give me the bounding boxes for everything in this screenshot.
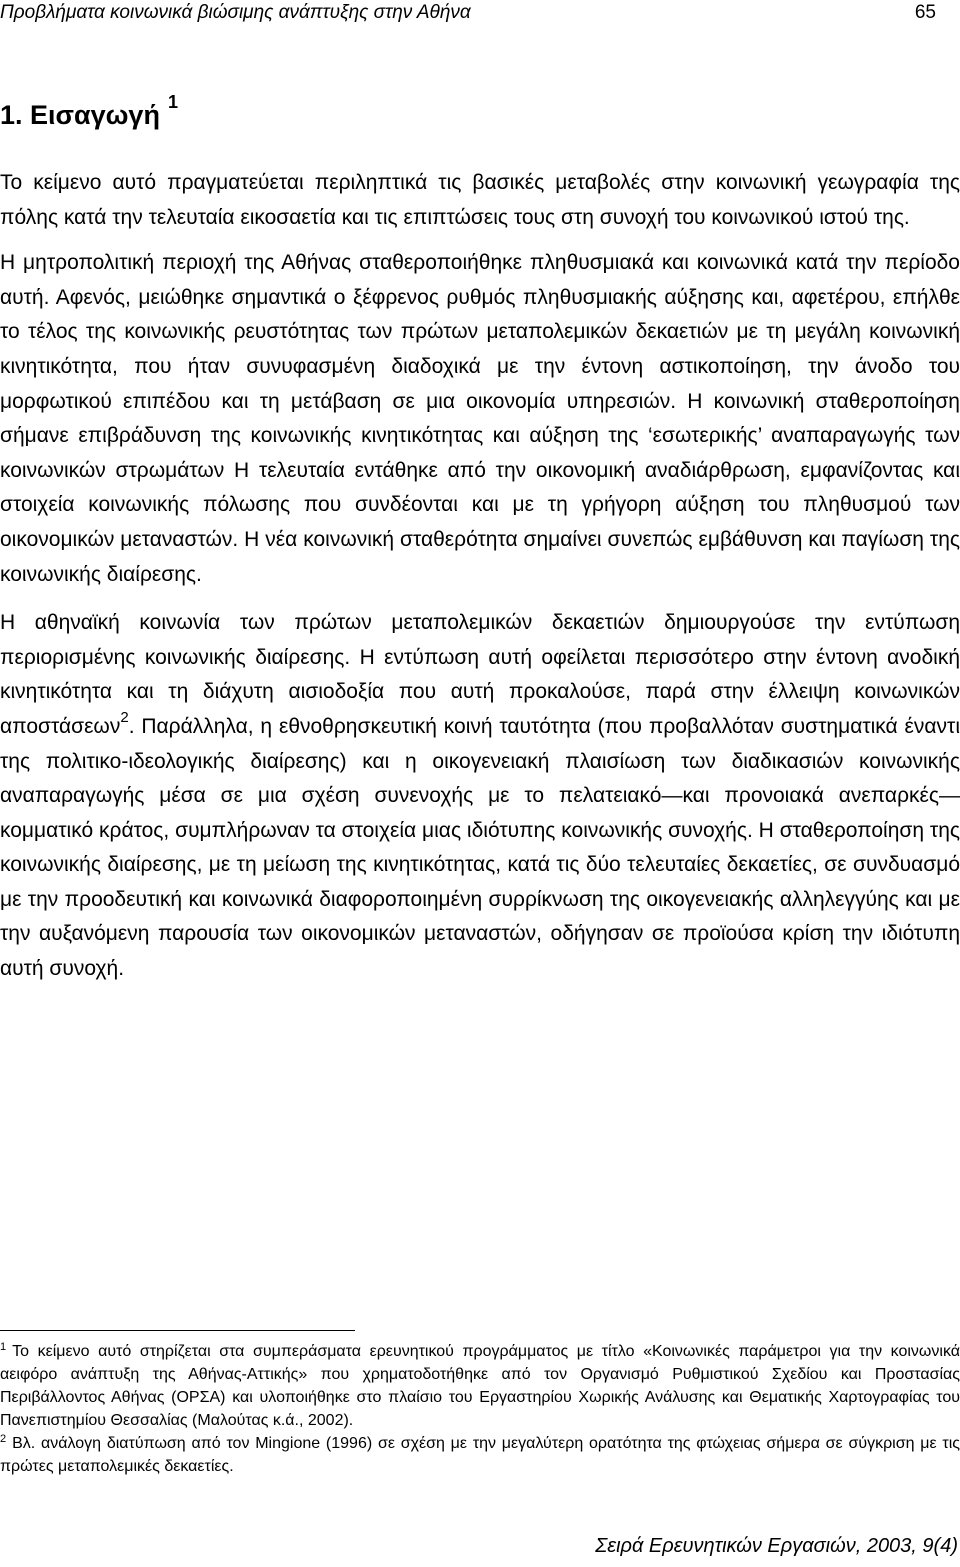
page-number: 65 xyxy=(914,2,936,23)
footnote-separator xyxy=(0,1330,355,1331)
running-header-title: Προβλήματα κοινωνικά βιώσιμης ανάπτυξης στην Αθήνα xyxy=(0,2,471,23)
body-text xyxy=(0,166,960,987)
paragraph-1: Το κείμενο αυτό πραγματεύεται περιληπτικά τις βασικές μεταβολές στην κοινωνική γεωγραφία της πόλης κατά την τελευταία εικοσαετία και τις επιπτώσεις τους στη συνοχή του κοινωνικού ιστού της. xyxy=(0,171,960,229)
section-heading-text: 1. Εισαγωγή xyxy=(0,100,160,130)
footnote-2-text: Βλ. ανάλογη διατύπωση από τον Mingione (1996) σε σχέση με την μεγαλύτερη ορατότητα της φτώχειας σήμερα σε σύγκριση με τις πρώτες μεταπολεμικές δεκαετίες. xyxy=(0,1435,960,1475)
footnote-2-mark: 2 xyxy=(0,1432,7,1445)
footnote-1-text: Το κείμενο αυτό στηρίζεται στα συμπεράσματα ερευνητικού προγράμματος με τίτλο «Κοινωνικές παράμετροι για την κοινωνικά αειφόρο ανάπτυξη της Αθήνας-Αττικής» που χρηματοδοτήθηκε από τον Οργανισμό Ρυθμιστικού Σχεδίου και Προστασίας Περιβάλλοντος Αθήνας (ΟΡΣΑ) και υλοποιήθηκε στο πλαίσιο του Εργαστηρίου Χωρικής Ανάλυσης και Θεματικής Χαρτογραφίας του Πανεπιστημίου Θεσσαλίας (Μαλούτας κ.ά., 2002). xyxy=(0,1343,960,1429)
footnote-2 xyxy=(0,1432,960,1478)
footnote-1-mark: 1 xyxy=(0,1340,7,1353)
footnote-ref-2[interactable]: 2 xyxy=(120,708,129,726)
paragraph-2: Η μητροπολιτική περιοχή της Αθήνας σταθεροποιήθηκε πληθυσμιακά και κοινωνικά κατά την περίοδο αυτή. Αφενός, μειώθηκε σημαντικά ο ξέφρενος ρυθμός πληθυσμιακής αύξησης και, αφετέρου, επήλθε το τέλος της κοινωνικής ρευστότητας των πρώτων μεταπολεμικών δεκαετιών με τη μεγάλη κοινωνική κινητικότητα, που ήταν συνυφασμένη διαδοχικά με την έντονη αστικοποίηση, την άνοδο του μορφωτικού επιπέδου και τη μετάβαση σε μια οικονομία υπηρεσιών. Η κοινωνική σταθεροποίηση σήμανε επιβράδυνση της κοινωνικής κινητικότητας και αύξηση της ‘εσωτερικής’ αναπαραγωγής των κοινωνικών στρωμάτων Η τελευταία εντάθηκε από την οικονομική αναδιάρθρωση, εμφανίζοντας και στοιχεία κοινωνικής πόλωσης που συνδέονται και με τη γρήγορη αύξηση του πληθυσμού των οικονομικών μεταναστών. Η νέα κοινωνική σταθερότητα σημαίνει συνεπώς εμβάθυνση και παγίωση της κοινωνικής διαίρεσης. xyxy=(0,251,960,586)
paragraph-3-part-2: . Παράλληλα, η εθνοθρησκευτική κοινή ταυτότητα (που προβαλλόταν συστηματικά έναντι της πολιτικο-ιδεολογικής διαίρεσης) και η οικογενειακή πλαισίωση των διαδικασιών κοινωνικής αναπαραγωγής μέσα σε μια σχέση συνενοχής με το πελατειακό—και προνοιακά ανεπαρκές—κομματικό κράτος, συμπλήρωναν τα στοιχεία μιας ιδιότυπης κοινωνικής συνοχής. Η σταθεροποίηση της κοινωνικής διαίρεσης, με τη μείωση της κινητικότητας, κατά τις δύο τελευταίες δεκαετίες, σε συνδυασμό με την προοδευτική και κοινωνικά διαφοροποιημένη συρρίκνωση της οικογενειακής αλληλεγγύης και με την αυξανόμενη παρουσία των οικονομικών μεταναστών, οδήγησαν σε προϊούσα κρίση την ιδιότυπη αυτή συνοχή. xyxy=(0,714,960,981)
section-heading xyxy=(0,92,178,131)
footnotes xyxy=(0,1340,960,1478)
running-footer: Σειρά Ερευνητικών Εργασιών, 2003, 9(4) xyxy=(595,1535,958,1557)
paragraph-3-part-1: Η αθηναϊκή κοινωνία των πρώτων μεταπολεμικών δεκαετιών δημιουργούσε την εντύπωση περιορισμένης κοινωνικής διαίρεσης. Η εντύπωση αυτή οφείλεται περισσότερο στην έντονη ανοδική κινητικότητα και τη διάχυτη αισιοδοξία που αυτή προκαλούσε, παρά στην έλλειψη κοινωνικών αποστάσεων xyxy=(0,611,960,738)
footnote-ref-1[interactable]: 1 xyxy=(167,92,178,112)
paragraph-3 xyxy=(0,606,960,987)
footnote-1 xyxy=(0,1340,960,1432)
running-header xyxy=(0,0,960,30)
